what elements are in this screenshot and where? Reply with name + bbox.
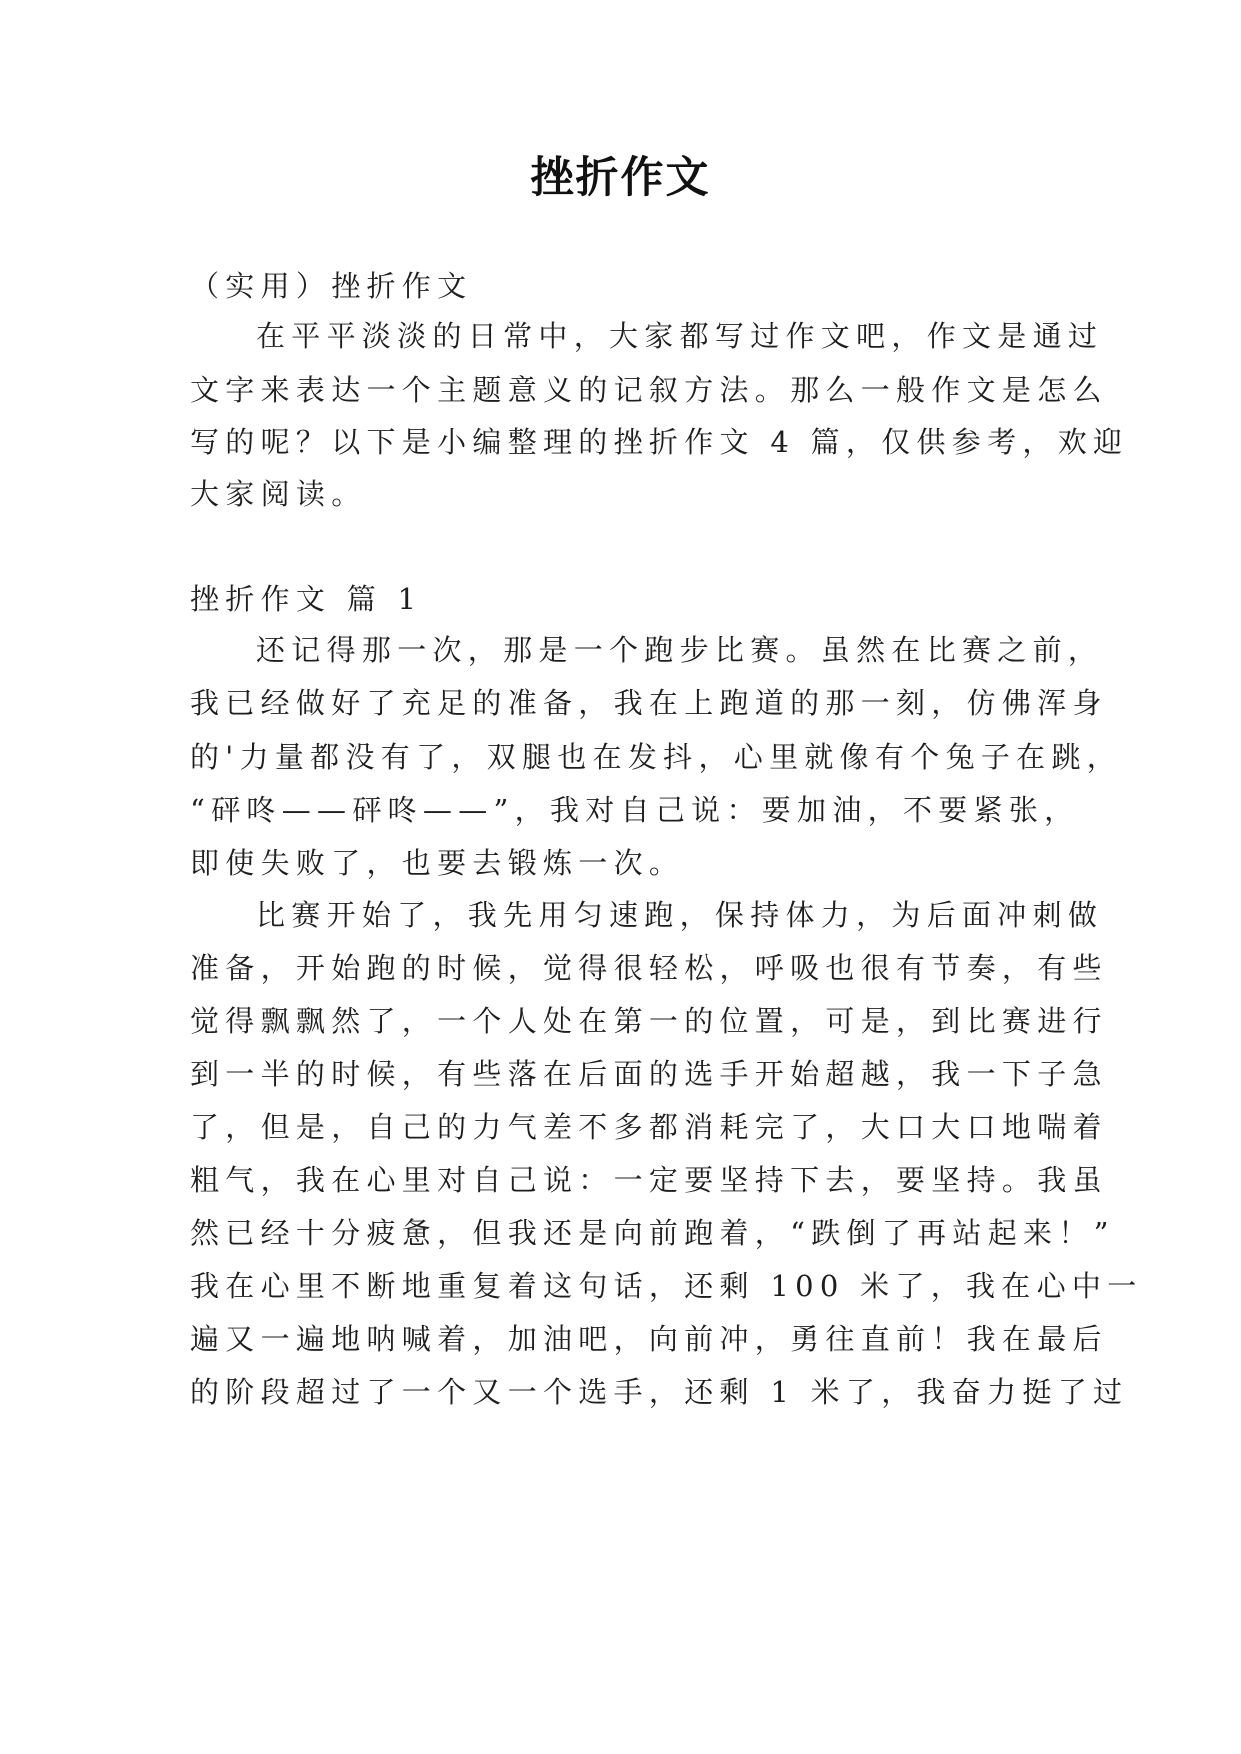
page-title: 挫折作文 — [530, 153, 711, 203]
paragraph-line: 到一半的时候，有些落在后面的选手开始超越，我一下子急 — [190, 1057, 1108, 1091]
paragraph-line: 觉得飘飘然了，一个人处在第一的位置，可是，到比赛进行 — [190, 1004, 1108, 1038]
paragraph-line: 的阶段超过了一个又一个选手，还剩 1 米了，我奋力挺了过 — [190, 1375, 1129, 1409]
paragraph-line: 的'力量都没有了，双腿也在发抖，心里就像有个兔子在跳， — [190, 740, 1123, 774]
paragraph-line: “砰咚——砰咚——”，我对自己说：要加油，不要紧张， — [190, 793, 1080, 827]
paragraph-line: 了，但是，自己的力气差不多都消耗完了，大口大口地喘着 — [190, 1110, 1108, 1144]
paragraph-line: 粗气，我在心里对自己说：一定要坚持下去，要坚持。我虽 — [190, 1163, 1108, 1197]
intro-line: 在平平淡淡的日常中，大家都写过作文吧，作文是通过 — [256, 319, 1104, 353]
section-heading: 挫折作文 篇 1 — [190, 582, 423, 616]
paragraph-line: 准备，开始跑的时候，觉得很轻松，呼吸也很有节奏，有些 — [190, 951, 1108, 985]
paragraph-line: 还记得那一次，那是一个跑步比赛。虽然在比赛之前， — [256, 633, 1104, 667]
subtitle: （实用）挫折作文 — [190, 269, 473, 303]
intro-line: 写的呢？以下是小编整理的挫折作文 4 篇，仅供参考，欢迎 — [190, 425, 1129, 459]
intro-line: 大家阅读。 — [190, 477, 367, 511]
paragraph-line: 比赛开始了，我先用匀速跑，保持体力，为后面冲刺做 — [256, 898, 1104, 932]
intro-line: 文字来表达一个主题意义的记叙方法。那么一般作文是怎么 — [190, 373, 1108, 407]
paragraph-line: 遍又一遍地呐喊着，加油吧，向前冲，勇往直前！我在最后 — [190, 1322, 1108, 1356]
paragraph-line: 然已经十分疲惫，但我还是向前跑着，“跌倒了再站起来！” — [190, 1216, 1115, 1250]
paragraph-line: 我在心里不断地重复着这句话，还剩 100 米了，我在心中一 — [190, 1269, 1143, 1303]
paragraph-line: 即使失败了，也要去锻炼一次。 — [190, 846, 685, 880]
paragraph-line: 我已经做好了充足的准备，我在上跑道的那一刻，仿佛浑身 — [190, 686, 1108, 720]
